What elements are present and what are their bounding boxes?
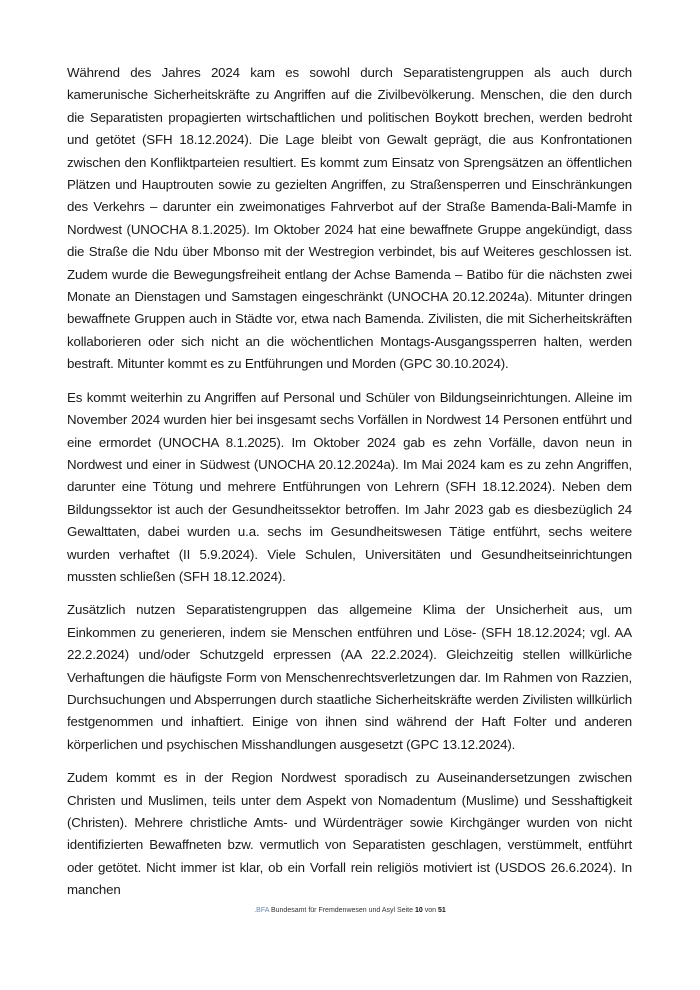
paragraph-attacks-on-education-health: Es kommt weiterhin zu Angriffen auf Personal und Schüler von Bildungseinrichtungen. Alleine im November 2024 wurden hier bei insgesamt sechs Vorfällen in Nordwest 14 Personen entführt und eine ermordet (UNOCHA 8.1.2025). Im Oktober 2024 gab es zehn Vorfälle, davon neun in Nordwest und einer in Südwest (UNOCHA 20.12.2024a). Im Mai 2024 kam es zu zehn Angriffen, darunter eine Tötung und mehrere Entführungen von Lehrern (SFH 18.12.2024). Neben dem Bildungssektor ist auch der Gesundheitssektor betroffen. Im Jahr 2023 gab es diesbezüglich 24 Gewalttaten, dabei wurden u.a. sechs im Gesundheitswesen Tätige entführt, sechs weitere wurden verhaftet (II 5.9.2024). Viele Schulen, Universitäten und Gesundheitseinrichtungen mussten schließen (SFH 18.12.2024).	[67, 389, 632, 584]
footer-page-current: 10	[414, 907, 423, 914]
paragraph-kidnapping-arbitrary-arrests: Zusätzlich nutzen Separatistengruppen das allgemeine Klima der Unsicherheit aus, um Einkommen zu generieren, indem sie Menschen entführen und Löse- (SFH 18.12.2024; vgl. AA 22.2.2024) und/oder Schutzgeld erpressen (AA 22.2.2024). Gleichzeitig stellen willkürliche Verhaftungen die häufigste Form von Menschenrechtsverletzungen dar. Im Rahmen von Razzien, Durchsuchungen und Absperrungen durch staatliche Sicherheitskräfte werden Zivilisten willkürlich festgenommen und inhaftiert. Einige von ihnen sind während der Haft Folter und anderen körperlichen und psychischen Misshandlungen ausgesetzt (GPC 13.12.2024).	[67, 602, 632, 752]
bfa-logo: .BFA	[254, 907, 270, 914]
paragraph-religious-clashes: Zudem kommt es in der Region Nordwest sporadisch zu Auseinandersetzungen zwischen Christen und Muslimen, teils unter dem Aspekt von Nomadentum (Muslime) und Sesshaftigkeit (Christen). Mehrere christliche Amts- und Würdenträger sowie Kirchgänger wurden von nicht identifizierten Bewaffneten bzw. vermutlich von Separatisten geschlagen, verstümmelt, entführt oder getötet. Nicht immer ist klar, ob ein Vorfall rein religiös motiviert ist (USDOS 26.6.2024). In manchen	[67, 770, 632, 898]
document-body	[67, 62, 632, 913]
footer-page-label: Seite	[397, 907, 414, 914]
footer-of-label: von	[424, 907, 437, 914]
page-footer	[0, 907, 700, 914]
footer-organization: Bundesamt für Fremdenwesen und Asyl	[270, 907, 396, 914]
footer-page-total: 51	[437, 907, 446, 914]
paragraph-violence-against-civilians: Während des Jahres 2024 kam es sowohl durch Separatistengruppen als auch durch kamerunische Sicherheitskräfte zu Angriffen auf die Zivilbevölkerung. Menschen, die den durch die Separatisten propagierten wirtschaftlichen und politischen Boykott brechen, werden bedroht und getötet (SFH 18.12.2024). Die Lage bleibt von Gewalt geprägt, die aus Konfrontationen zwischen den Konfliktparteien resultiert. Es kommt zum Einsatz von Sprengsätzen an öffentlichen Plätzen und Hauptrouten sowie zu gezielten Angriffen, zu Straßensperren und Einschränkungen des Verkehrs – darunter ein zweimonatiges Fahrverbot auf der Straße Bamenda-Bali-Mamfe in Nordwest (UNOCHA 8.1.2025). Im Oktober 2024 hat eine bewaffnete Gruppe angekündigt, dass die Straße die Ndu über Mbonso mit der Westregion verbindet, bis auf Weiteres geschlossen ist. Zudem wurde die Bewegungsfreiheit entlang der Achse Bamenda – Batibo für die nächsten zwei Monate an Dienstagen und Samstagen eingeschränkt (UNOCHA 20.12.2024a). Mitunter dringen bewaffnete Gruppen auch in Städte vor, etwa nach Bamenda. Zivilisten, die mit Sicherheitskräften kollaborieren oder sich nicht an die wöchentlichen Montags-Ausgangssperren halten, werden bestraft. Mitunter kommt es zu Entführungen und Morden (GPC 30.10.2024).	[67, 65, 632, 372]
